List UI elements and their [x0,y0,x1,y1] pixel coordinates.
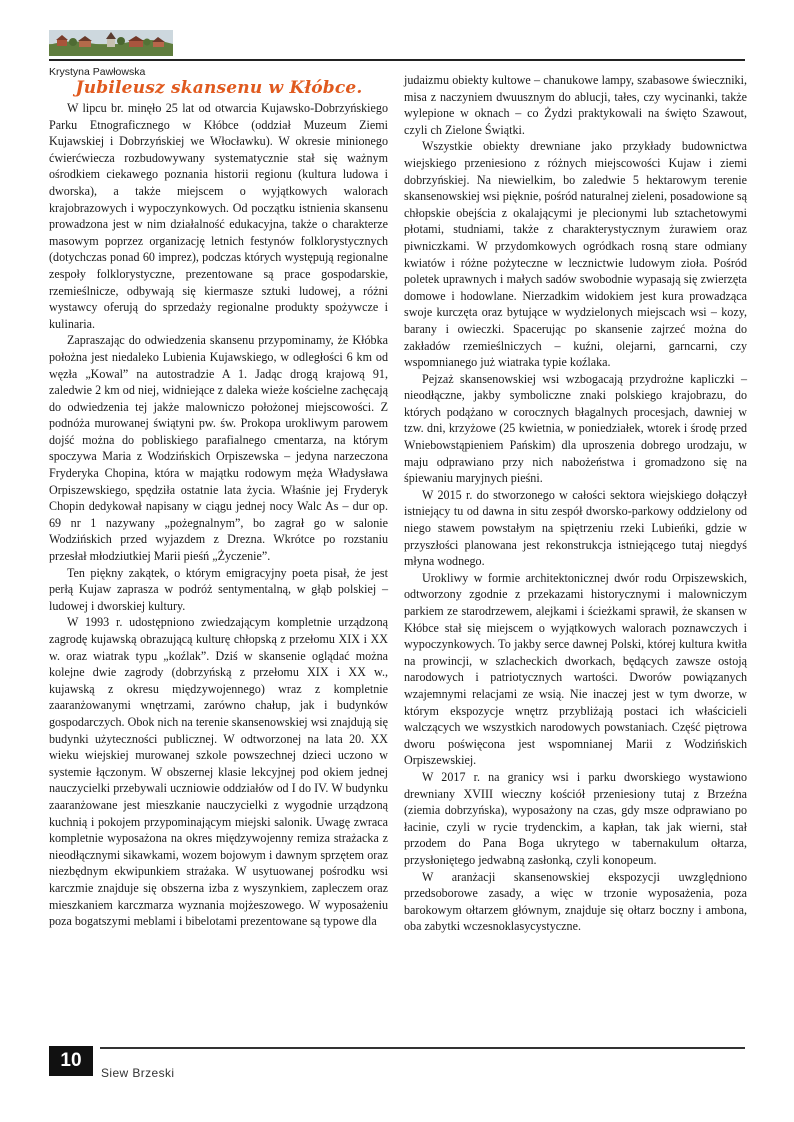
paragraph: W lipcu br. minęło 25 lat od otwarcia Kujawsko-Dobrzyńskiego Parku Etnograficznego w Kłóbce (oddział Muzeum Ziemi Kujawskiej i Dobrzyńskiej we Włocławku). W okresie minionego ćwierćwiecza rozbudowywany systematycznie stał się ważnym ośrodkiem ciekawego poznania historii regionu (kultura ludowa i dworska), a także miejscem o wyjątkowych walorach krajobrazowych i wypoczynkowych. Od początku istnienia skansenu prowadzona jest w nim działalność edukacyjna, także o charakterze masowym poprzez organizację letnich festynów folklorystycznych (dotychczas ponad 60 imprez), podczas których występują regionalne zespoły folklorystyczne, prezentowane są prace gospodarskie, rzemieślnicze, odbywają się kiermasze sztuki ludowej, a różni wystawcy oferują do sprzedaży regionalne produkty spożywcze i kulinaria. [49,101,388,331]
paragraph: W 1993 r. udostępniono zwiedzającym kompletnie urządzoną zagrodę kujawską obrazującą kulturę chłopską z przełomu XIX i XX w. oraz wiatrak typu „koźlak”. Dziś w skansenie oglądać można kolejne dwie zagrody (dobrzyńską z przełomu XIX i XX w., kujawską z okresu międzywojennego) wraz z kompletnie zaaranżowanymi wnętrzami, zarówno chałup, jak i budynków gospodarczych. Obok nich na terenie skansenowskiej wsi znajdują się budynki użyteczności publicznej. W odtworzonej na lata 20. XX wieku wiejskiej murowanej szkole powszechnej dzieci uczono w systemie łączonym. W obszernej klasie lekcyjnej pod okiem jednej nauczycielki przebywali uczniowie oddziałów od I do IV. W budynku zaaranżowane jest mieszkanie nauczycielki z wygodnie urządzoną kuchnią i pokojem przypominającym miejski salonik. Uwagę zwraca kompletnie wyposażona na okres międzywojenny remiza strażacka z nieodłącznymi sikawkami, wozem bojowym i dawnym sprzętem oraz niezbędnym ekwipunkiem strażaka. W usytuowanej pośrodku wsi karczmie znajduje się obszerna izba z wyszynkiem, zapleczem oraz mieszkaniem karczmarza wyznania mojżeszowego. W wyposażeniu poza bogatszymi meblami i bibelotami prezentowane są typowe dla [49,615,388,929]
paragraph: Zapraszając do odwiedzenia skansenu przypominamy, że Kłóbka położna jest niedaleko Lubienia Kujawskiego, w odległości 6 km od węzła „Kowal” na autostradzie A 1. Jadąc drogą krajową 91, zaledwie 2 km od niej, widniejące z daleka wieże kościelne zachęcają do odwiedzenia tej jakże malowniczo położonej miejscowości. Z podnóża murowanej świątyni pw. św. Prokopa urokliwym parowem dojść można do pobliskiego parafialnego cmentarza, na którym spoczywa Maria z Wodzińskich Orpiszewska – jedyna narzeczona Fryderyka Chopina, która w majątku rodowym męża Władysława Orpiszewskiego, spędziła ostatnie lata życia. Właśnie jej Fryderyk Chopin dedykował napisany w ciągu jednej nocy Walc As – dur op. 69 nr 1 nazywany „pożegnalnym”, bo zagrał go w salonie Wodzińskich przed wyjazdem z Drezna. Wkrótce po rozstaniu przesłał młodziutkiej Marii pieśń „Życzenie”. [49,333,388,564]
article-column-left [49,100,388,930]
paragraph: Ten piękny zakątek, o którym emigracyjny poeta pisał, że jest perłą Kujaw zaprasza w podróż sentymentalną, w głąb polskiej – ludowej i dworskiej kultury. [49,565,388,613]
header-divider [49,59,745,61]
publication-name: Siew Brzeski [101,1066,175,1080]
footer-divider [100,1047,745,1049]
article-column-right [404,72,747,935]
paragraph: W 2017 r. na granicy wsi i parku dworskiego wystawiono drewniany XVIII wieczny kościół przeniesiony tutaj z Brzeźna (ziemia dobrzyńska), wyposażony na czas, gdy msze odprawiano po łacinie, czyli w rycie trydenckim, a kapłan, tak jak wierni, stał przodem do Pana Boga ukrytego w tabernakulum ołtarza, przysłoniętego jedwabną zasłonką, czyli konopeum. [404,769,747,867]
paragraph: W aranżacji skansenowskiej ekspozycji uwzględniono przedsoborowe zasady, a więc w trzonie wyposażenia, poza barokowym ołtarzem głównym, znajduje się ołtarz boczny i ambona, oba zabytki wczesnoklasycystyczne. [404,869,747,934]
village-panorama-graphic [49,30,173,56]
paragraph: W 2015 r. do stworzonego w całości sektora wiejskiego dołączył istniejący tu od dawna in situ zespół dworsko-parkowy oddzielony od niego stawem powstałym na spiętrzeniu rzeki Lubieńki, gdzie w przyszłości planowana jest rekonstrukcja istniejącego tutaj niegdyś młyna wodnego. [404,487,747,569]
header-landscape-photo [49,30,173,56]
paragraph: Urokliwy w formie architektonicznej dwór rodu Orpiszewskich, odtworzony zgodnie z przekazami historycznymi i malowniczym parkiem ze starodrzewem, alejkami i ścieżkami sprawił, że skansen w Kłóbce stał się miejscem o wyjątkowych walorach poznawczych i wypoczynkowych. To jakby serce dawnej Polski, której kultura kwitła na prowincji, w szlacheckich dworkach, będących zawsze ostoją narodowych i patriotycznych wartości. Dworów powiązanych wzajemnymi relacjami ze wsią. Nie inaczej jest w tym dworze, w którym ekspozycje wnętrz przybliżają postaci ich właścicieli walczących we wszystkich narodowych powstaniach. Część piętrowa dworu poświęcona jest wspomnianej Marii z Wodzińskich Orpiszewskiej. [404,570,747,768]
paragraph: Pejzaż skansenowskiej wsi wzbogacają przydrożne kapliczki – nieodłączne, jakby symboliczne znaki polskiego krajobrazu, do których podążano w corocznych błagalnych procesjach, dawniej w tzw. dni, krzyżowe (25 kwietnia, w poniedziałek, wtorek i środę przed Wniebowstąpieniem Pańskim) dla uproszenia dobrego urodzaju, w maju odprawiano przy nich nabożeństwa i gromadzono się na śpiewaniu maryjnych pieśni. [404,371,747,486]
author-name: Krystyna Pawłowska [49,66,146,78]
page-number: 10 [49,1046,93,1076]
article-title: Jubileusz skansenu w Kłóbce. [75,78,363,98]
paragraph: Wszystkie obiekty drewniane jako przykłady budownictwa wiejskiego przeniesiono z różnych miejscowości Kujaw i ziemi dobrzyńskiej. Na niewielkim, bo zaledwie 5 hektarowym terenie skansenowskiej wsi pięknie, pośród naturalnej zieleni, posadowione są chłopskie obejścia z okalającymi je plecionymi lub sztachetowymi płotami, studniami, także z charakterystycznym żurawiem oraz piwniczkami. W przydomkowych ogródkach rosną stare odmiany kwiatów i różne pożyteczne w lecznictwie ludowym zioła. Pośród poletek uprawnych i małych sadów swobodnie wypasają się zwierzęta domowe i hodowlane. Nierzadkim widokiem jest kura prowadząca swoje kurczęta oraz bytujące w wydzielonych miejscach wsi – kozy, barany i owieczki. Spacerując po skansenie zajrzeć można do zakładów rzemieślniczych – kuźni, olejarni, garncarni, czy wspomnianego już wiatraka typie koźlaka. [404,139,747,370]
paragraph: judaizmu obiekty kultowe – chanukowe lampy, szabasowe świeczniki, misa z naczyniem dwuusznym do ablucji, tałes, czy wycinanki, także wylepione w oknach – co Żydzi praktykowali na święto Szawout, czyli ch Zielone Świątki. [404,73,747,137]
